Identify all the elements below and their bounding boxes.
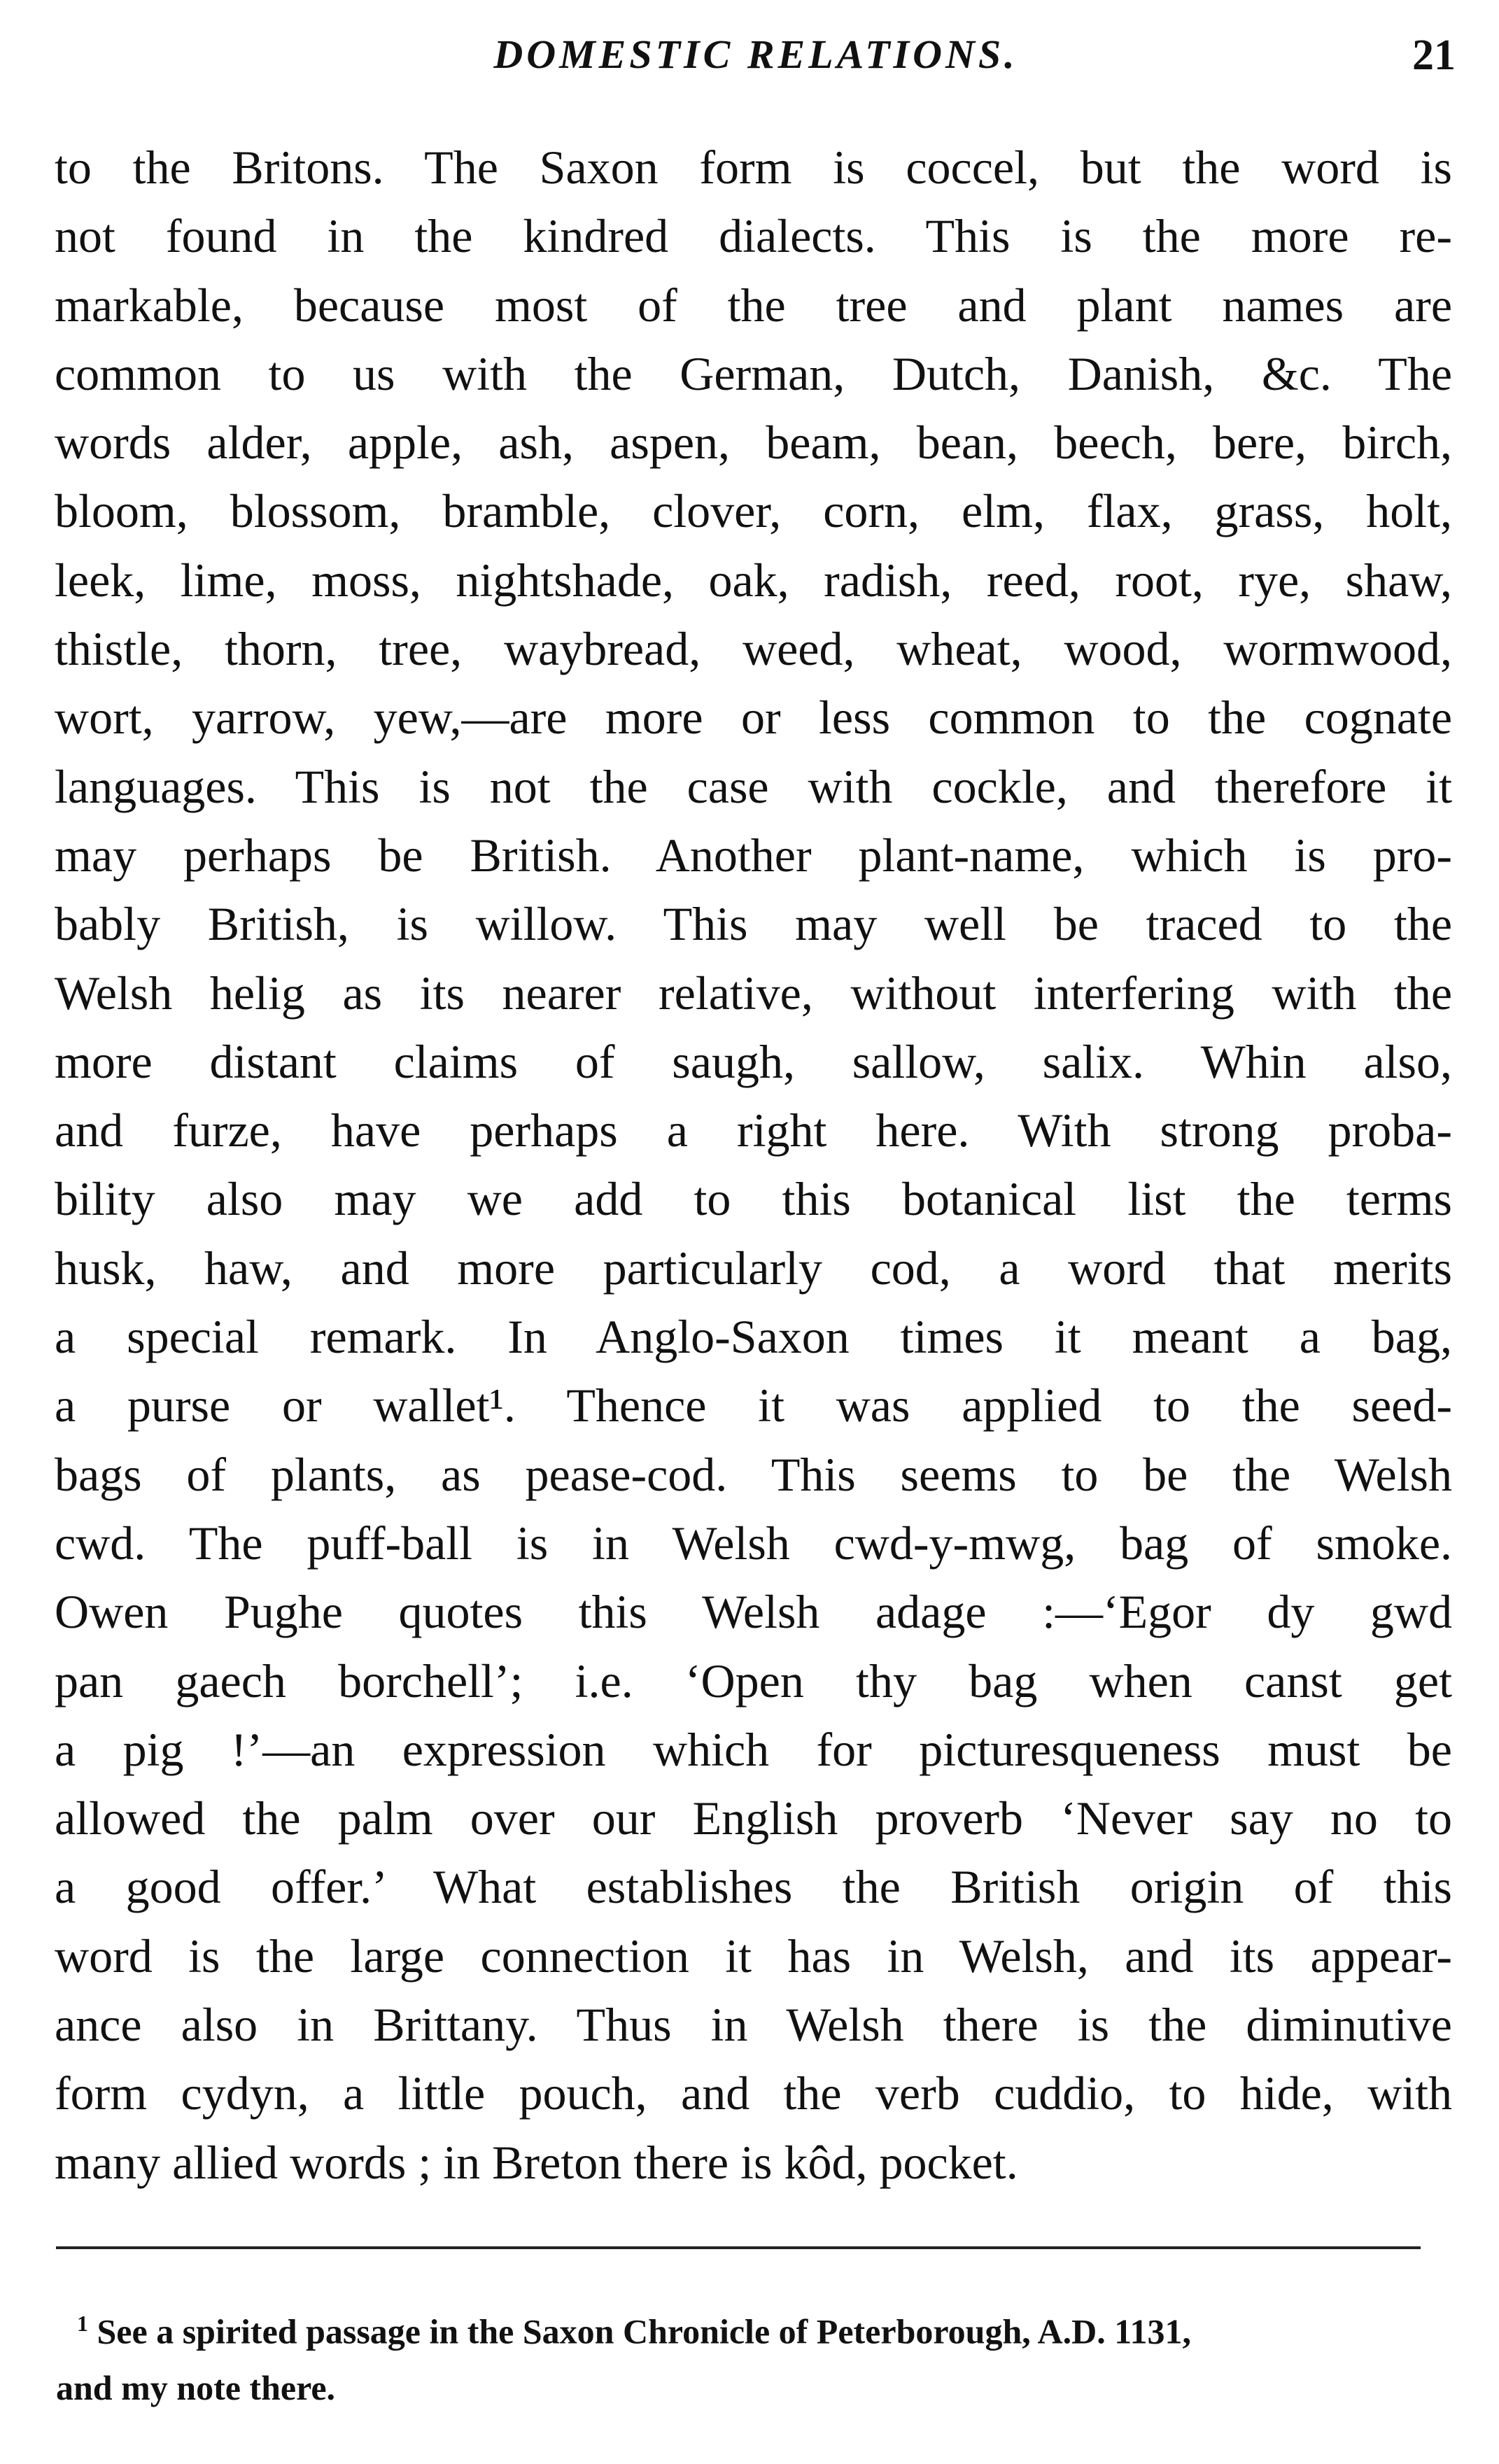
footnote-marker: 1 [77, 2311, 88, 2336]
footnote-rule [56, 2246, 1421, 2249]
footnote [56, 2295, 1452, 2416]
text-line: ance also in Brittany. Thus in Welsh there is the diminutive [55, 1998, 1452, 2052]
text-line: Welsh helig as its nearer relative, without interfering with the [55, 966, 1452, 1020]
text-line: thistle, thorn, tree, waybread, weed, wheat, wood, wormwood, [55, 622, 1452, 676]
text-line: Owen Pughe quotes this Welsh adage :—‘Egor dy gwd [55, 1585, 1452, 1639]
text-line: bloom, blossom, bramble, clover, corn, elm, flax, grass, holt, [55, 484, 1452, 538]
text-line: bags of plants, as pease-cod. This seems to be the Welsh [55, 1447, 1452, 1501]
running-head [56, 21, 1456, 98]
text-line: allowed the palm over our English proverb ‘Never say no to [55, 1791, 1452, 1845]
text-line: cwd. The puff-ball is in Welsh cwd-y-mwg, bag of smoke. [55, 1516, 1452, 1570]
footnote-line [56, 2295, 1452, 2360]
body-text [55, 133, 1452, 2197]
text-line: bably British, is willow. This may well be traced to the [55, 897, 1452, 951]
text-line: many allied words ; in Breton there is kôd, pocket. [55, 2135, 1018, 2189]
text-line: form cydyn, a little pouch, and the verb cuddio, to hide, with [55, 2067, 1452, 2120]
text-line: a good offer.’ What establishes the British origin of this [55, 1860, 1452, 1914]
footnote-line: and my note there. [56, 2367, 336, 2407]
text-line: may perhaps be British. Another plant-name, which is pro- [55, 828, 1452, 882]
footnote-text: See a spirited passage in the Saxon Chronicle of Peterborough, A.D. 1131, [97, 2311, 1191, 2351]
text-line: pan gaech borchell’; i.e. ‘Open thy bag when canst get [55, 1654, 1452, 1708]
text-line: a pig !’—an expression which for picturesqueness must be [55, 1722, 1452, 1776]
text-line: leek, lime, moss, nightshade, oak, radish, reed, root, rye, shaw, [55, 553, 1452, 607]
text-line: a special remark. In Anglo-Saxon times it meant a bag, [55, 1310, 1452, 1364]
text-line: not found in the kindred dialects. This is the more re- [55, 209, 1452, 263]
text-line: words alder, apple, ash, aspen, beam, bean, beech, bere, birch, [55, 416, 1452, 470]
text-line: word is the large connection it has in Welsh, and its appear- [55, 1929, 1452, 1983]
page-number: 21 [1412, 31, 1456, 79]
text-line: markable, because most of the tree and plant names are [55, 278, 1452, 332]
text-line: bility also may we add to this botanical list the terms [55, 1172, 1452, 1226]
text-line: a purse or wallet¹. Thence it was applied to the seed- [55, 1379, 1452, 1432]
running-title: DOMESTIC RELATIONS. [493, 31, 1018, 77]
text-line: more distant claims of saugh, sallow, salix. Whin also, [55, 1034, 1452, 1088]
text-line: common to us with the German, Dutch, Danish, &c. The [55, 346, 1452, 400]
text-line: to the Britons. The Saxon form is coccel, but the word is [55, 141, 1452, 194]
text-line: languages. This is not the case with cockle, and therefore it [55, 759, 1452, 813]
text-line: and furze, have perhaps a right here. With strong proba- [55, 1104, 1452, 1157]
text-line: wort, yarrow, yew,—are more or less common to the cognate [55, 691, 1452, 745]
text-line: husk, haw, and more particularly cod, a word that merits [55, 1241, 1452, 1295]
